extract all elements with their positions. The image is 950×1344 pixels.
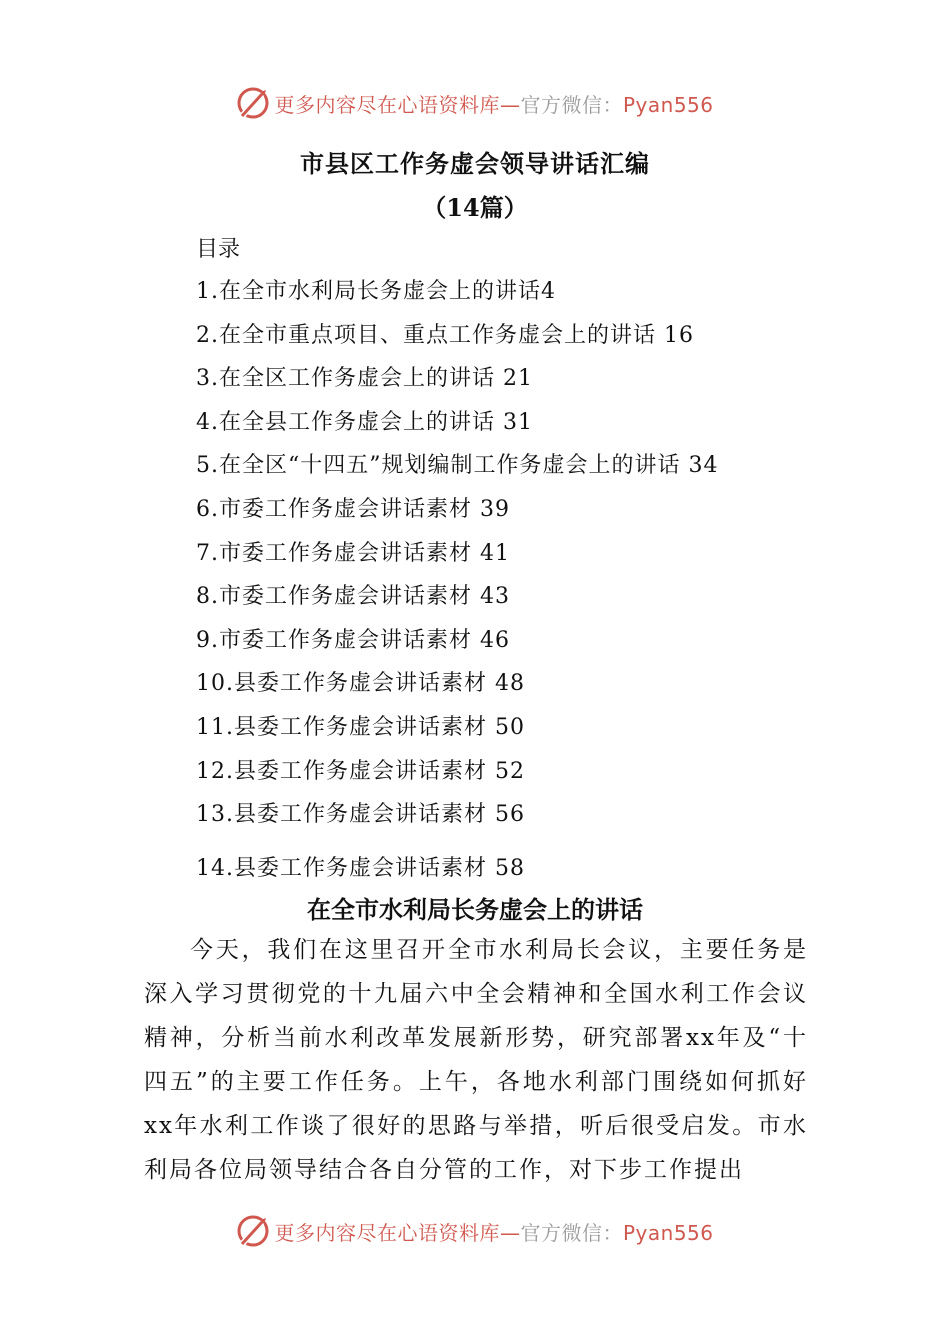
body-paragraph: 今天，我们在这里召开全市水利局长会议，主要任务是深入学习贯彻党的十九届六中全会精神和全国水利工作会议精神，分析当前水利改革发展新形势，研究部署xx年及“十四五”的主要工作任务。上午，各地水利部门围绕如何抓好xx年水利工作谈了很好的思路与举措，听后很受启发。市水利局各位局领导结合各自分管的工作，对下步工作提出 — [144, 937, 808, 1183]
watermark-wechat-label: 官方微信： — [520, 92, 623, 117]
toc-heading: 目录 — [196, 237, 241, 262]
section-title: 在全市水利局长务虚会上的讲话 — [307, 895, 643, 924]
document-count: （14篇） — [422, 193, 528, 222]
toc-item[interactable]: 4.在全县工作务虚会上的讲话 31 — [196, 409, 533, 435]
toc-item[interactable]: 8.市委工作务虚会讲话素材 43 — [196, 584, 510, 610]
document-title: 市县区工作务虚会领导讲话汇编 — [300, 149, 650, 178]
toc-item[interactable]: 13.县委工作务虚会讲话素材 56 — [196, 802, 525, 828]
toc-item[interactable]: 2.在全市重点项目、重点工作务虚会上的讲话 16 — [196, 322, 694, 348]
pen-logo-icon — [236, 86, 270, 120]
toc-item[interactable]: 14.县委工作务虚会讲话素材 58 — [196, 855, 525, 881]
watermark-wechat-label: 官方微信： — [520, 1220, 623, 1245]
toc-item[interactable]: 11.县委工作务虚会讲话素材 50 — [196, 714, 525, 740]
toc-item[interactable]: 1.在全市水利局长务虚会上的讲话4 — [196, 279, 556, 304]
table-of-contents — [196, 272, 718, 892]
toc-item[interactable]: 12.县委工作务虚会讲话素材 52 — [196, 758, 525, 784]
watermark-text — [274, 89, 713, 118]
watermark-main: 更多内容尽在心语资料库— — [274, 92, 521, 117]
toc-item[interactable]: 3.在全区工作务虚会上的讲话 21 — [196, 366, 533, 392]
watermark-main: 更多内容尽在心语资料库— — [274, 1220, 521, 1245]
toc-item[interactable]: 6.市委工作务虚会讲话素材 39 — [196, 496, 510, 522]
toc-item[interactable]: 10.县委工作务虚会讲话素材 48 — [196, 671, 525, 697]
pen-logo-icon — [236, 1214, 270, 1248]
watermark-wechat-id: Pyan556 — [622, 92, 714, 117]
toc-item[interactable]: 7.市委工作务虚会讲话素材 41 — [196, 540, 510, 566]
watermark-wechat-id: Pyan556 — [622, 1220, 714, 1245]
watermark-text — [274, 1217, 713, 1246]
watermark-banner-top — [0, 84, 950, 122]
toc-item[interactable]: 5.在全区“十四五”规划编制工作务虚会上的讲话 34 — [196, 453, 719, 479]
toc-item[interactable]: 9.市委工作务虚会讲话素材 46 — [196, 627, 510, 653]
watermark-banner-bottom — [0, 1212, 950, 1250]
